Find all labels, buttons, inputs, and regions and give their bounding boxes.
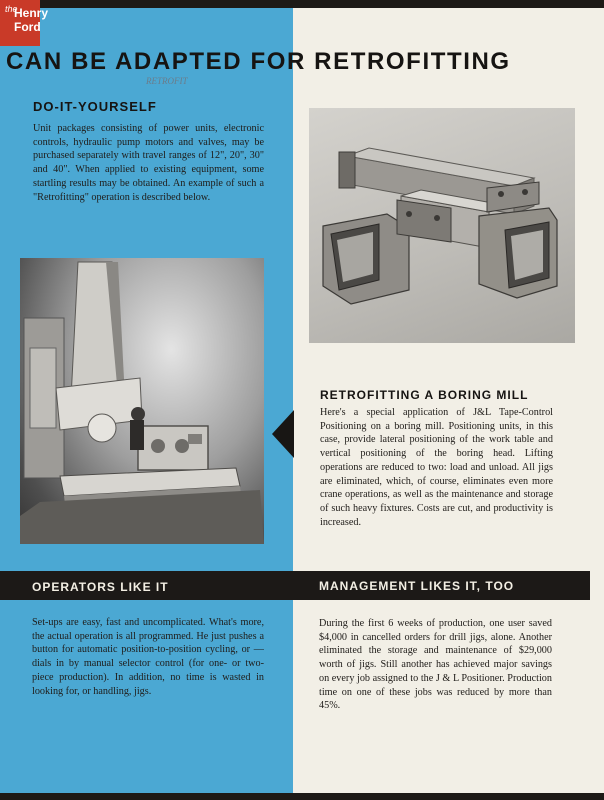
- logo-the: the: [5, 4, 18, 14]
- top-edge: [0, 0, 604, 8]
- diy-paragraph: Unit packages consisting of power units, electronic controls, hydraulic pump motors and valves, may be purchased separately with travel ranges of 12", 20", 30" and 40". When applied to existing equipment, some startling results may be obtained. An example of such a "Retrofitting" operation is described below.: [33, 123, 264, 203]
- management-paragraph: During the first 6 weeks of production, one user saved $4,000 in cancelled orders for drill jigs, alone. Another eliminated the storage and maintenance of $29,000 worth of jigs. Still another has achieved major savings on every job assigned to the J & L Positioner. Production time on one of these jobs was reduced by more than 45%.: [319, 618, 552, 712]
- pointer-arrow: [272, 410, 294, 458]
- logo-henry: Henry: [14, 6, 49, 20]
- boring-mill-paragraph: Here's a special application of J&L Tape-Control Positioning on a boring mill. Positioning units, in this case, provide lateral positioning of the work table and vertical positioning of the boring head. Lifting operations are reduced to two: load and unload. All jigs are eliminated, which, of course, eliminates even more crane operations, as well as the maintenance and storage of such heavy fixtures. Costs are cut, and productivity is increased.: [320, 407, 553, 528]
- operators-heading: OPERATORS LIKE IT: [32, 580, 169, 594]
- boring-mill-heading: RETROFITTING A BORING MILL: [320, 388, 529, 402]
- management-heading: MANAGEMENT LIKES IT, TOO: [319, 579, 515, 593]
- boring-mill-photo: [20, 258, 264, 544]
- logo-ford: Ford: [14, 20, 41, 34]
- henry-ford-logo[interactable]: [0, 0, 49, 46]
- pencil-annotation: RETROFIT: [146, 76, 188, 86]
- page-title: CAN BE ADAPTED FOR RETROFITTING: [6, 48, 511, 75]
- operators-paragraph: Set-ups are easy, fast and uncomplicated. What's more, the actual operation is all programmed. He just pushes a button for automatic position-to-position cycling, or — dials in by manual selector control (for one- or two-piece production). In addition, no time is wasted in looking for, or handling, jigs.: [32, 617, 264, 697]
- bottom-edge: [0, 793, 604, 800]
- positioning-unit-photo: [309, 108, 575, 343]
- diy-heading: DO-IT-YOURSELF: [33, 99, 157, 114]
